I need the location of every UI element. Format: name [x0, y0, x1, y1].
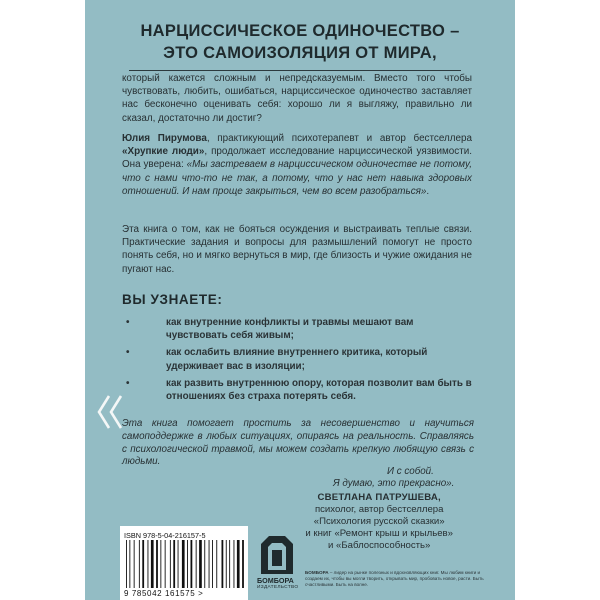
author-text-1: , практикующий психотерапевт и автор бестселлера — [206, 133, 473, 144]
headline — [85, 20, 515, 64]
list-item: • как ослабить влияние внутреннего критика, который удерживает вас в изоляции; — [122, 346, 472, 372]
barcode-bar — [196, 540, 197, 588]
barcode-bar — [165, 540, 166, 588]
barcode-bar — [129, 540, 130, 588]
signer-book-1: «Психология русской сказки» — [313, 516, 445, 527]
description-paragraph: Эта книга о том, как не бояться осуждения и выстраивать теплые связи. Практические задания и вопросы для размышлений помогут не просто понять себя, но и мягко вернуться в мир, где близость и чужие ожидания не пугают нас. — [122, 224, 472, 275]
author-quote: «Мы застреваем в нарциссическом одиночестве не потому, что с нами что-то не так, а потому, что у нас нет навыка здоровых отношений. И нам проще закрыться, чем во всем разобраться» — [122, 159, 472, 197]
barcode-bar — [234, 540, 235, 588]
author-text-3: . — [426, 185, 430, 197]
barcode-bar — [182, 540, 185, 588]
list-item: • как внутренние конфликты и травмы мешают вам чувствовать себя живым; — [122, 316, 472, 342]
barcode-number: 9 785042 161575 > — [124, 589, 204, 598]
author-text-2: , продолжает исследование нарциссической уязвимости. Она уверена: — [122, 146, 472, 171]
headline-line-1: НАРЦИССИЧЕСКОЕ ОДИНОЧЕСТВО – — [140, 22, 460, 40]
barcode-bar — [204, 540, 205, 588]
barcode-bar — [156, 540, 158, 588]
previous-book-title: «Хрупкие люди» — [122, 146, 205, 158]
back-cover — [85, 0, 515, 600]
barcode-bar — [199, 540, 202, 588]
publisher-fine-print — [305, 570, 497, 588]
isbn-text: ISBN 978-5-04-216157-5 — [124, 531, 206, 540]
barcode-bar — [229, 540, 230, 588]
barcode-bar — [139, 540, 140, 588]
testimonial-text: Эта книга помогает простить за несовершенство и научиться самоподдержке в любых ситуациях, опираясь на реальность. Справляясь с психологической травмой, мы можем создать крепкую любящую связь с людьми. — [122, 418, 474, 468]
testimonial-line-2: И с собой. — [387, 466, 434, 477]
barcode-bar — [142, 540, 144, 588]
signer-role: психолог, автор бестселлера — [314, 504, 444, 515]
barcode-bar — [134, 540, 135, 588]
testimonial-line-3: Я думаю, это прекрасно». — [333, 478, 455, 489]
publisher-name: БОМБОРА — [257, 576, 294, 585]
barcode-bar — [178, 540, 179, 588]
barcode-bar — [222, 540, 224, 588]
barcode-bar — [126, 540, 127, 588]
headline-divider — [129, 70, 461, 71]
barcode-bar — [151, 540, 154, 588]
barcode-bar — [160, 540, 161, 588]
fine-print-brand: БОМБОРА — [305, 570, 329, 575]
publisher-subtitle: ИЗДАТЕЛЬСТВО — [257, 585, 299, 590]
barcode-bar — [216, 540, 217, 588]
author-name: Юлия Пирумова — [122, 133, 207, 144]
learn-list — [122, 316, 472, 407]
barcode-icon — [124, 540, 244, 588]
barcode-bar — [148, 540, 149, 588]
barcode-bar — [191, 540, 193, 588]
signer-name: СВЕТЛАНА ПАТРУШЕВА, — [317, 492, 441, 503]
quote-mark-icon — [95, 392, 125, 432]
author-paragraph — [122, 132, 472, 198]
barcode-bar — [173, 540, 175, 588]
barcode-bar — [242, 540, 244, 588]
barcode-bar — [170, 540, 171, 588]
barcode-panel — [120, 526, 248, 600]
barcode-bar — [187, 540, 188, 588]
list-item: • как развить внутреннюю опору, которая позволит вам быть в отношениях без страха потерять себя. — [122, 377, 472, 403]
signer-book-3: и «Баблоспособность» — [328, 540, 431, 551]
bombora-logo-icon — [255, 530, 299, 576]
barcode-bar — [212, 540, 213, 588]
signer-book-2: и книг «Ремонт крыш и крыльев» — [305, 528, 453, 539]
barcode-bar — [226, 540, 227, 588]
barcode-bar — [237, 540, 240, 588]
testimonial-signature — [305, 492, 453, 552]
learn-heading: ВЫ УЗНАЕТЕ: — [122, 292, 223, 307]
headline-line-2: ЭТО САМОИЗОЛЯЦИЯ ОТ МИРА, — [163, 44, 437, 62]
intro-paragraph: который кажется сложным и непредсказуемым. Вместо того чтобы чувствовать, любить, ошибаться, нарциссическое одиночество заставляет нас бесконечно оценивать себя: хорошо ли я выгляжу, правильно ли сказал, достаточно ли достиг? — [122, 73, 472, 124]
barcode-bar — [209, 540, 210, 588]
fine-print-text: – лидер на рынке полезных и вдохновляющих книг. Мы любим книги и создаем их, чтобы вы могли творить, открывать мир, пробовать новое, расти. Быть счастливыми. Быть на волне. — [305, 570, 484, 587]
